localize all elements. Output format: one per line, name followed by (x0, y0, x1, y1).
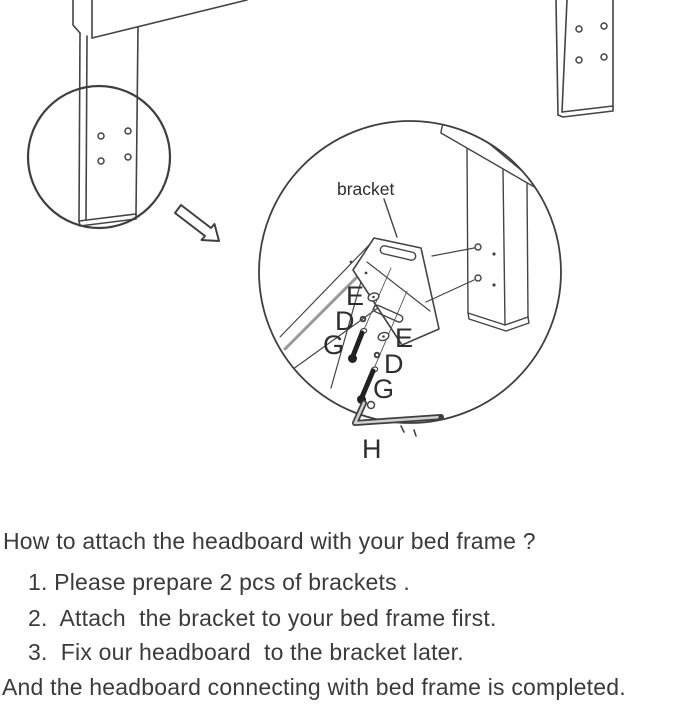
instruction-step-3: 3. Fix our headboard to the bracket later. (28, 639, 464, 665)
callout-D1: D (335, 306, 355, 336)
left-leg-screw-holes (98, 128, 131, 164)
callout-G1: G (323, 330, 345, 360)
callout-H: H (362, 434, 382, 464)
stray-marks (401, 426, 416, 436)
instructions-conclusion: And the headboard connecting with bed frame is completed. (2, 674, 626, 700)
zoom-arrow-icon (175, 205, 219, 241)
bolt-G1 (353, 333, 362, 356)
right-leg-screw-holes (576, 23, 607, 63)
washer-D2 (375, 353, 380, 358)
bracket-to-hole-lines (426, 248, 474, 302)
magnified-leg-holes (475, 244, 496, 287)
instructions-title: How to attach the headboard with your bed frame ? (3, 528, 536, 554)
callout-D2: D (384, 349, 404, 379)
bolt-G2 (362, 371, 373, 397)
magnified-leg (467, 149, 529, 331)
bracket-label-leader-line (384, 199, 397, 237)
headboard-left-leg (28, 0, 247, 228)
callout-E1: E (346, 281, 365, 311)
instruction-step-2: 2. Attach the bracket to your bed frame first. (28, 605, 497, 631)
headboard-right-leg (556, 0, 613, 117)
bracket-label: bracket (337, 179, 395, 199)
zoom-source-circle (28, 86, 170, 228)
callout-G2: G (373, 374, 395, 404)
callout-E2: E (395, 323, 414, 353)
instruction-step-1: 1. Please prepare 2 pcs of brackets . (28, 569, 410, 595)
